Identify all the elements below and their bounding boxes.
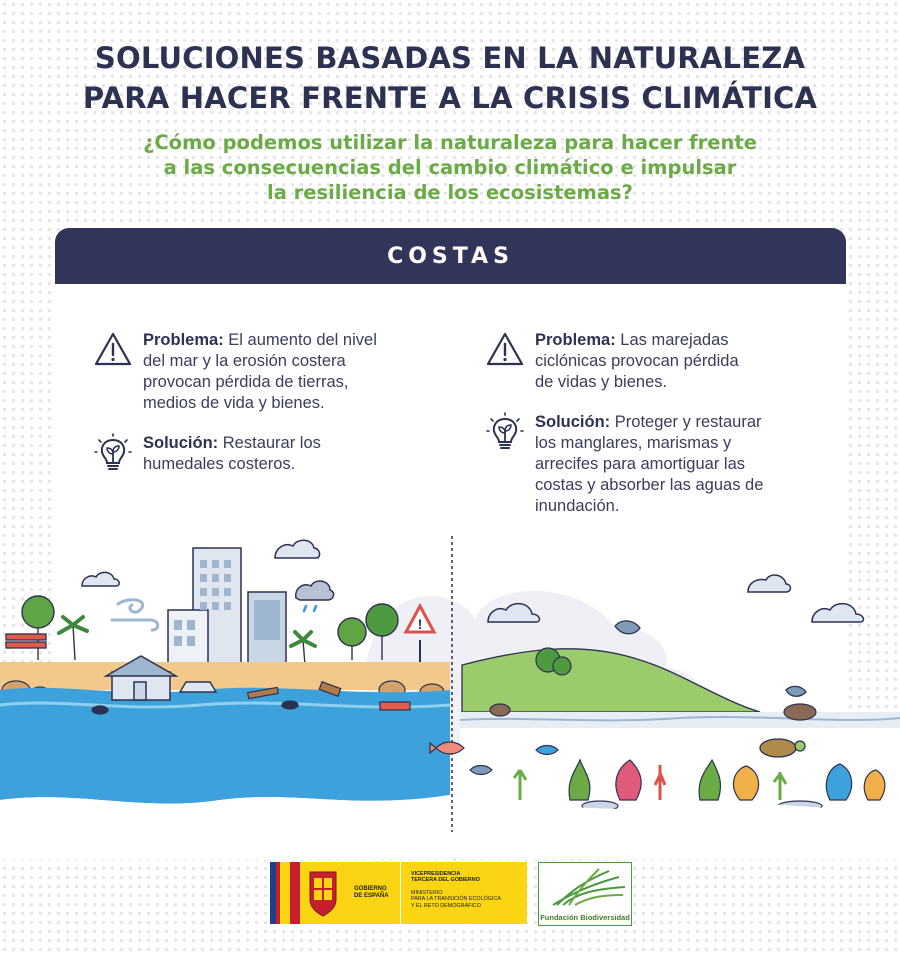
left-problem-label: Problema: (143, 331, 224, 349)
right-problem-line-1: Las marejadas (620, 331, 729, 349)
right-problem-line-3: de vidas y bienes. (535, 373, 668, 391)
main-title-line-1: SOLUCIONES BASADAS EN LA NATURALEZA (94, 41, 806, 75)
right-solution-line-1: Proteger y restaurar (614, 413, 762, 431)
section-header: COSTAS (55, 228, 846, 284)
wind-icon (112, 600, 158, 630)
foundation-name: Fundación Biodiversidad (540, 913, 630, 922)
scene-bottom-edge (0, 795, 450, 860)
right-problem-label: Problema: (535, 331, 616, 349)
right-solution-label: Solución: (535, 413, 611, 431)
warning-sign-icon (406, 606, 434, 665)
left-problem-line-1: El aumento del nivel (228, 331, 377, 349)
right-solution-line-2: los manglares, marismas y (535, 434, 732, 452)
left-solution-line-1: Restaurar los (222, 434, 321, 452)
right-solution-line-5: inundación. (535, 497, 620, 515)
bench-icon (6, 634, 46, 648)
ministry-text: MINISTERIO PARA LA TRANSICIÓN ECOLÓGICA Y EL RETO DEMOGRÁFICO (411, 890, 501, 909)
left-problem-line-2: del mar y la erosión costera (143, 352, 346, 370)
right-problem-line-2: ciclónicas provocan pérdida (535, 352, 739, 370)
gov-name: GOBIERNO DE ESPAÑA (354, 886, 389, 899)
car-icon (180, 682, 216, 692)
grass-logo-icon (539, 863, 631, 909)
city-buildings (168, 548, 286, 670)
left-problem-line-3: provocan pérdida de tierras, (143, 373, 349, 391)
svg-text:!: ! (417, 616, 423, 632)
cloud-icon (488, 575, 863, 622)
scene-bottom-edge (460, 804, 900, 860)
spain-flag-shield-icon (270, 862, 350, 924)
left-solution-line-2: humedales costeros. (143, 455, 296, 473)
right-solution-line-4: costas y absorber las aguas de (535, 476, 764, 494)
main-title-line-2: PARA HACER FRENTE A LA CRISIS CLIMÁTICA (82, 81, 818, 115)
left-solution-label: Solución: (143, 434, 219, 452)
subtitle-line-1: ¿Cómo podemos utilizar la naturaleza para hacer frente (143, 131, 757, 154)
rain-cloud-icon (296, 581, 334, 611)
vice-presidency-text: VICEPRESIDENCIA TERCERA DEL GOBIERNO (411, 871, 480, 884)
right-solution-line-3: arrecifes para amortiguar las (535, 455, 746, 473)
government-logo (270, 862, 527, 924)
subtitle-line-2: a las consecuencias del cambio climático e impulsar (163, 156, 737, 179)
green-hill (462, 649, 760, 712)
subtitle-line-3: la resiliencia de los ecosistemas? (267, 181, 633, 204)
left-problem-line-4: medios de vida y bienes. (143, 394, 325, 412)
fundacion-biodiversidad-logo (538, 862, 632, 926)
